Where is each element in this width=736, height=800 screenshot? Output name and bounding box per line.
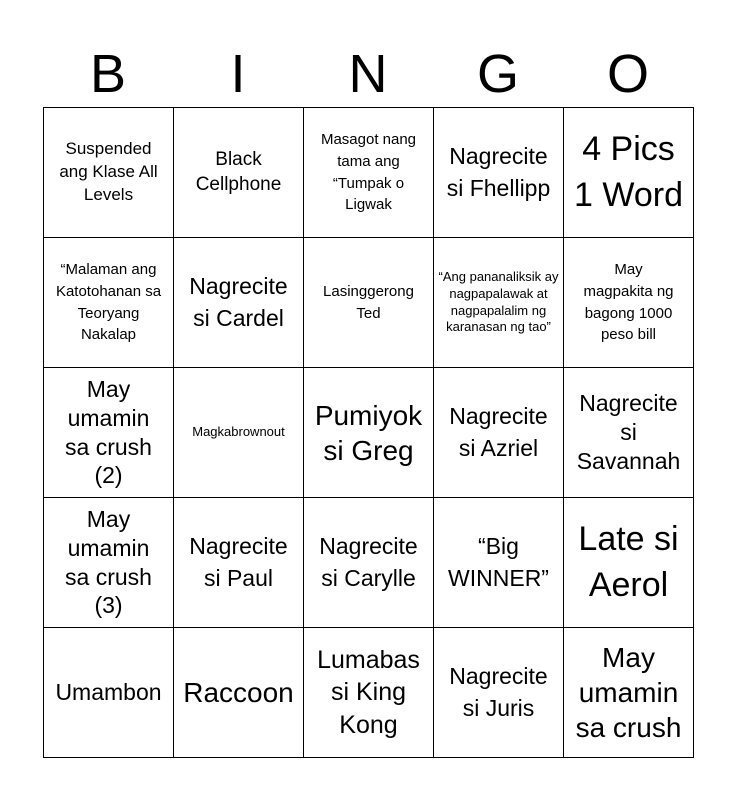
cell-text: Black Cellphone <box>195 148 282 195</box>
bingo-cell[interactable] <box>173 627 304 758</box>
cell-text: Masagot nang tama ang “Tumpak o Ligwak <box>320 131 417 214</box>
bingo-cell[interactable] <box>43 367 174 498</box>
bingo-cell[interactable] <box>433 367 564 498</box>
bingo-cell[interactable] <box>433 627 564 758</box>
header-letter-g: G <box>476 44 519 104</box>
header-letter-b: B <box>89 44 127 104</box>
bingo-cell[interactable] <box>433 237 564 368</box>
bingo-cell[interactable] <box>563 237 694 368</box>
bingo-cell[interactable] <box>563 497 694 628</box>
bingo-cell[interactable] <box>563 107 694 238</box>
bingo-cell[interactable] <box>173 107 304 238</box>
bingo-cell[interactable] <box>433 497 564 628</box>
bingo-cell[interactable] <box>43 237 174 368</box>
bingo-cell[interactable] <box>563 367 694 498</box>
bingo-cell[interactable] <box>433 107 564 238</box>
header-letter-n: N <box>348 44 388 104</box>
bingo-cell[interactable] <box>43 107 174 238</box>
bingo-cell[interactable] <box>173 367 304 498</box>
bingo-board <box>43 107 693 757</box>
cell-text: Nagrecite si Paul <box>189 532 288 591</box>
cell-text: May umamin sa crush <box>575 642 682 743</box>
cell-text: “Ang pananaliksik ay nagpapalawak at nagpapalalim ng karanasan ng tao” <box>438 268 559 335</box>
cell-text: Pumiyok si Greg <box>314 399 423 466</box>
cell-text: Late si Aerol <box>578 519 679 604</box>
cell-text: Nagrecite si Savannah <box>576 390 681 474</box>
cell-text: Nagrecite si Fhellipp <box>446 142 551 201</box>
bingo-cell[interactable] <box>303 627 434 758</box>
cell-text: Lumabas si King Kong <box>317 645 420 739</box>
bingo-header <box>43 40 693 108</box>
cell-text: Magkabrownout <box>192 424 285 440</box>
bingo-cell[interactable] <box>303 367 434 498</box>
cell-text: “Malaman ang Katotohanan sa Teoryang Nakalap <box>55 261 162 344</box>
bingo-cell[interactable] <box>173 237 304 368</box>
bingo-cell[interactable] <box>563 627 694 758</box>
cell-text: May umamin sa crush (2) <box>65 376 152 489</box>
bingo-cell[interactable] <box>303 497 434 628</box>
cell-text: “Big WINNER” <box>448 532 549 591</box>
cell-text: Nagrecite si Carylle <box>319 532 418 591</box>
header-letter-o: O <box>606 44 649 104</box>
cell-text: Nagrecite si Cardel <box>189 272 288 331</box>
cell-text: May magpakita ng bagong 1000 peso bill <box>583 261 674 344</box>
cell-text: Raccoon <box>183 677 294 708</box>
bingo-cell[interactable] <box>303 237 434 368</box>
header-letter-i: I <box>230 44 246 104</box>
cell-text: May umamin sa crush (3) <box>65 506 152 619</box>
cell-text: 4 Pics 1 Word <box>574 129 683 214</box>
cell-text: Umambon <box>55 678 162 705</box>
bingo-cell[interactable] <box>43 497 174 628</box>
bingo-cell[interactable] <box>173 497 304 628</box>
cell-text: Nagrecite si Azriel <box>449 402 548 461</box>
cell-text: Nagrecite si Juris <box>449 662 548 721</box>
cell-text: Lasinggerong Ted <box>323 282 414 322</box>
cell-text: Suspended ang Klase All Levels <box>59 139 158 204</box>
bingo-cell[interactable] <box>43 627 174 758</box>
bingo-cell[interactable] <box>303 107 434 238</box>
